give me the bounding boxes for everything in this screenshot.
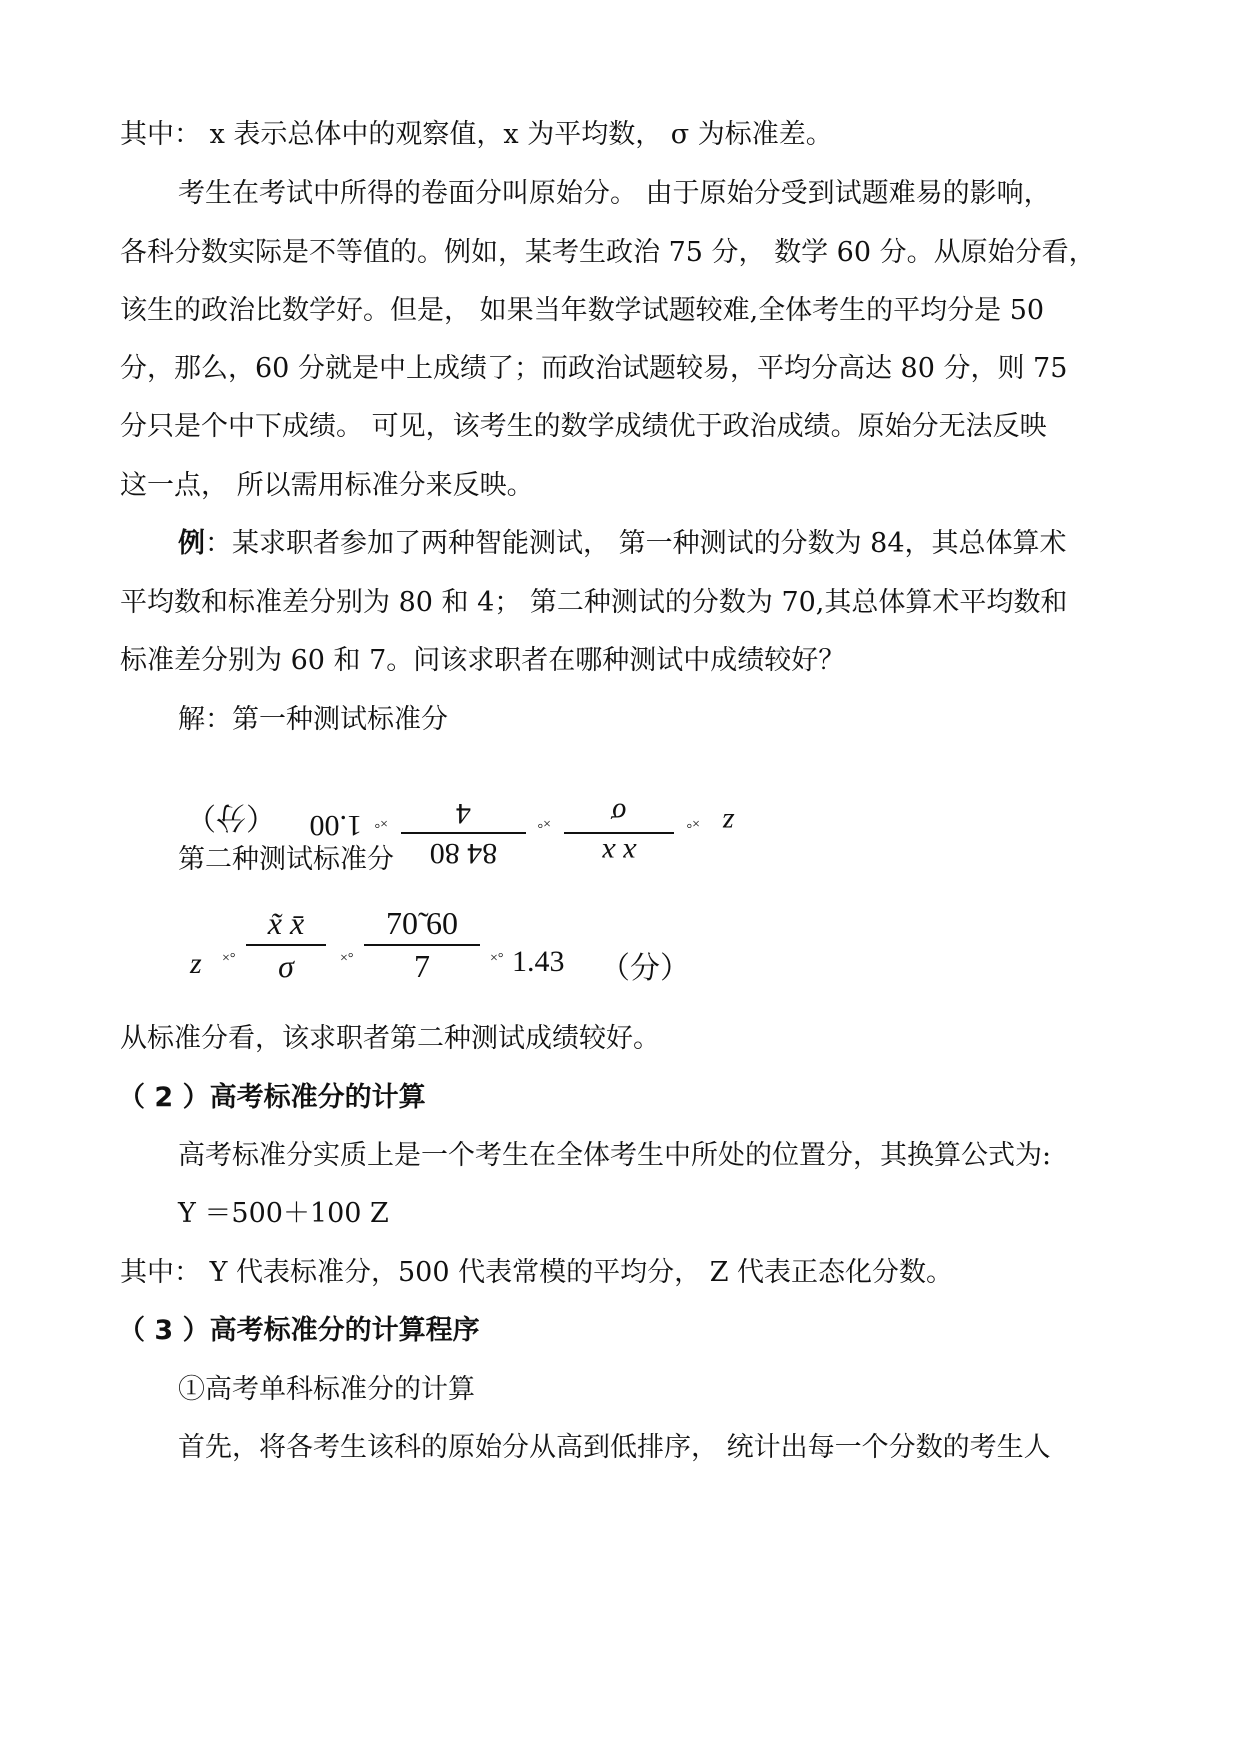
formula-fraction-numeric: [401, 796, 526, 870]
formula-operator: ×°: [490, 951, 504, 966]
text-paragraph-line: 其中： Y 代表标准分，500 代表常模的平均分， Z 代表正态化分数。: [120, 1257, 954, 1288]
formula-result: 1.00: [309, 809, 362, 842]
formula-gaokao-standard-score: Y ＝500＋100 Z: [178, 1198, 389, 1229]
formula-fraction-symbolic: [246, 905, 326, 985]
text-paragraph-line: 高考标准分实质上是一个考生在全体考生中所处的位置分，其换算公式为:: [178, 1140, 1052, 1171]
formula-operator: ×°: [222, 951, 236, 966]
formula-numerator: x x: [601, 837, 637, 870]
formula-operator: ×°: [537, 815, 551, 830]
text-example-line: 平均数和标准差分别为 80 和 4； 第二种测试的分数为 70,其总体算术平均数和: [120, 587, 1068, 618]
fraction-bar: [246, 944, 326, 946]
formula-denominator: 4: [456, 797, 471, 830]
section-heading-3: （ 3 ）高考标准分的计算程序: [118, 1315, 480, 1346]
text-conclusion: 从标准分看，该求职者第二种测试成绩较好。: [120, 1023, 660, 1054]
text-paragraph-line: 首先，将各考生该科的原始分从高到低排序， 统计出每一个分数的考生人: [178, 1432, 1051, 1463]
formula-numerator: x̃ x̄: [267, 905, 305, 941]
formula-z-symbol: z: [722, 807, 734, 840]
formula-unit: （分）: [186, 799, 276, 834]
formula-second-test: [190, 905, 750, 1025]
formula-operator: ×°: [340, 951, 354, 966]
text-paragraph-line: 分只是个中下成绩。 可见，该考生的数学成绩优于政治成绩。原始分无法反映: [120, 411, 1047, 442]
text-paragraph-line: 考生在考试中所得的卷面分叫原始分。 由于原始分受到试题难易的影响，: [178, 178, 1051, 209]
formula-denominator: 7: [414, 948, 430, 984]
example-text: ：某求职者参加了两种智能测试， 第一种测试的分数为 84，其总体算术: [205, 528, 1067, 559]
formula-fraction-numeric: [364, 905, 480, 985]
fraction-bar: [564, 832, 674, 834]
formula-unit: （分）: [600, 951, 690, 986]
text-observation-definition: 其中： x 表示总体中的观察值，x 为平均数， σ 为标准差。: [120, 119, 833, 150]
text-example-line: 标准差分别为 60 和 7。问该求职者在哪种测试中成绩较好？: [120, 645, 846, 676]
text-solution-second: 第二种测试标准分: [178, 844, 394, 875]
text-paragraph-line: 这一点， 所以需用标准分来反映。: [120, 470, 534, 501]
formula-fraction-symbolic: [564, 796, 674, 870]
formula-operator: ×°: [686, 815, 700, 830]
example-label: 例: [178, 528, 205, 559]
text-example-line: [178, 526, 1067, 562]
formula-numerator: 84 80: [429, 837, 498, 870]
formula-z-symbol: z: [190, 947, 202, 980]
text-paragraph-line: 分，那么，60 分就是中上成绩了；而政治试题较易，平均分高达 80 分，则 75: [120, 353, 1068, 384]
fraction-bar: [364, 944, 480, 946]
formula-denominator: σ: [611, 797, 627, 830]
text-subsection-title: ①高考单科标准分的计算: [178, 1374, 475, 1405]
section-heading-2: （ 2 ）高考标准分的计算: [118, 1082, 426, 1113]
fraction-bar: [401, 832, 526, 834]
formula-result: 1.43: [512, 945, 565, 978]
formula-denominator: σ: [278, 948, 294, 984]
formula-numerator: 70̃ 60: [386, 905, 458, 941]
text-paragraph-line: 各科分数实际是不等值的。例如，某考生政治 75 分， 数学 60 分。从原始分看，: [120, 237, 1096, 268]
text-solution-first: 解：第一种测试标准分: [178, 704, 448, 735]
text-paragraph-line: 该生的政治比数学好。但是， 如果当年数学试题较难,全体考生的平均分是 50: [120, 295, 1045, 326]
formula-operator: ×°: [374, 815, 388, 830]
